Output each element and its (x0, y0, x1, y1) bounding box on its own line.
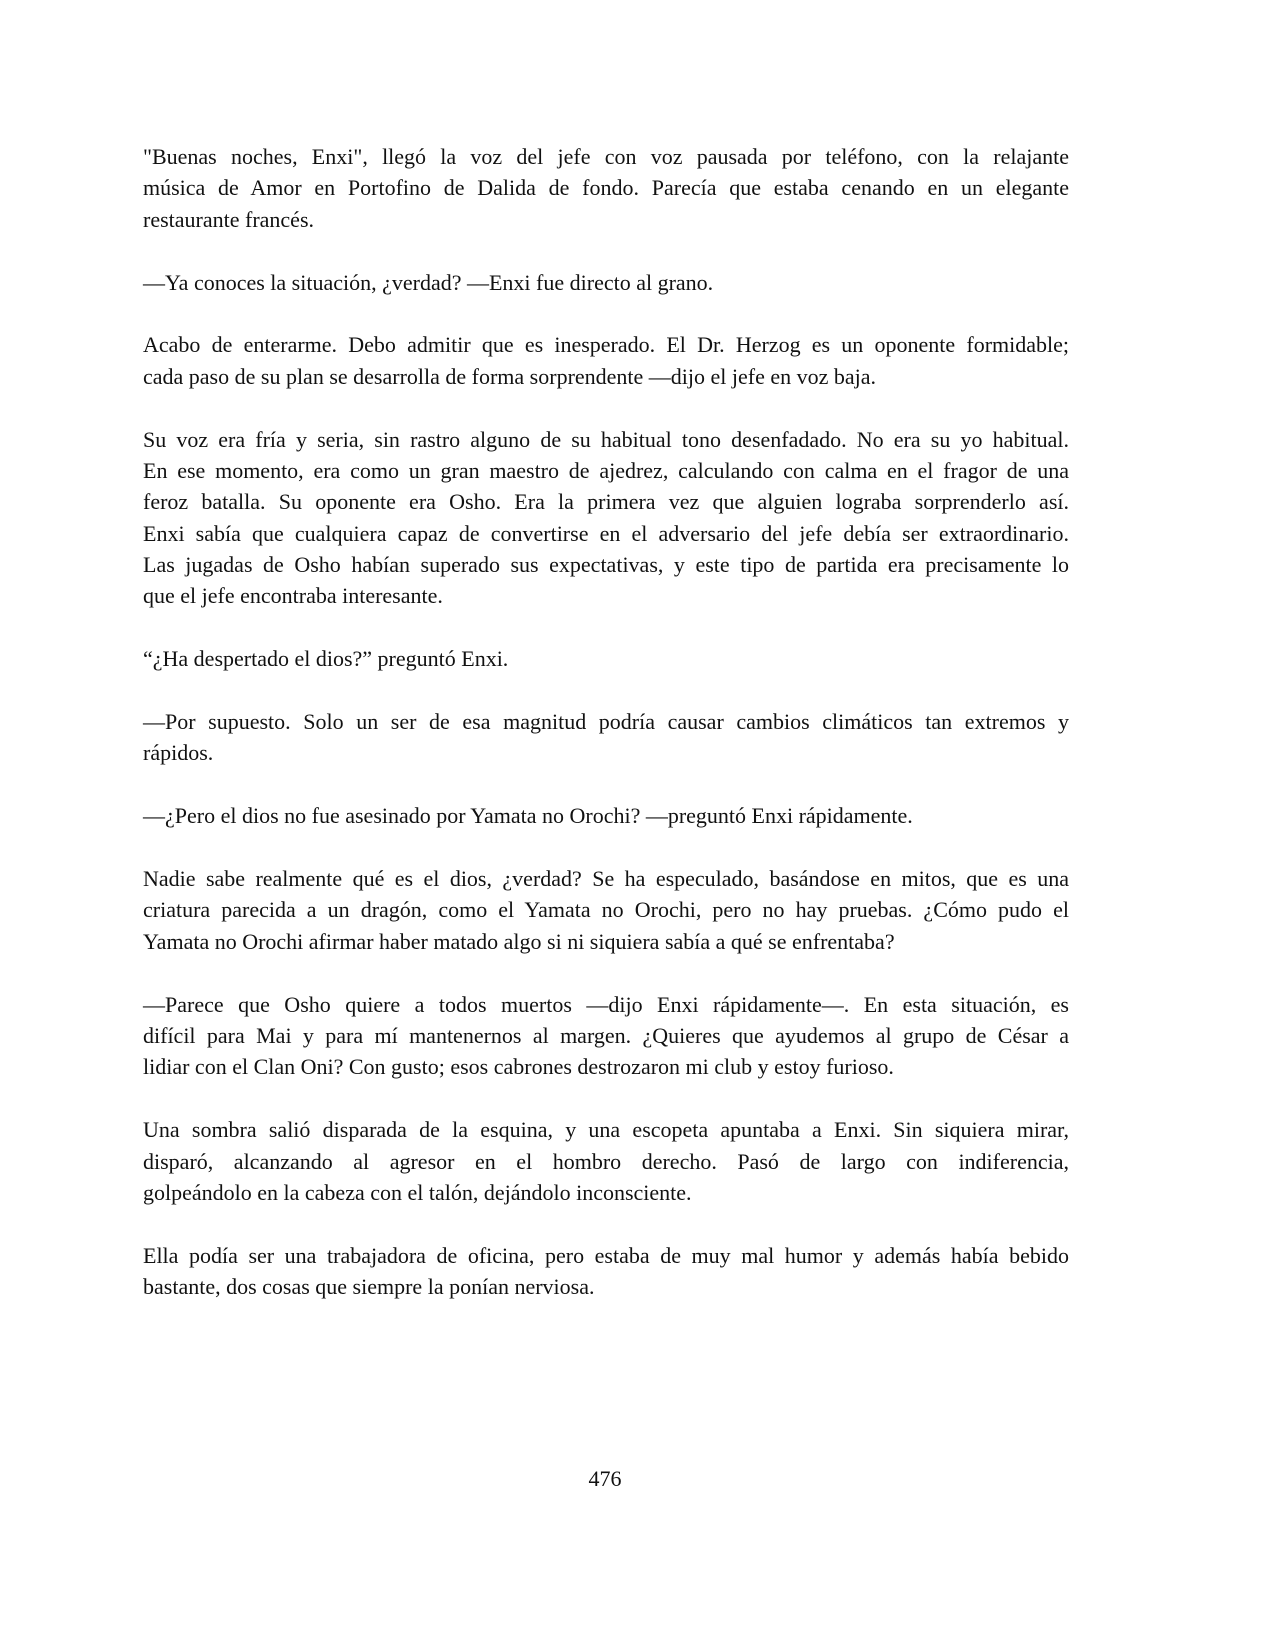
text-line: difícil para Mai y para mí mantenernos al margen. ¿Quieres que ayudemos al grupo de César a (143, 1022, 1069, 1048)
paragraph (143, 1240, 1069, 1303)
text-line: lidiar con el Clan Oni? Con gusto; esos cabrones destrozaron mi club y estoy furioso. (143, 1054, 894, 1080)
paragraph (143, 267, 1069, 298)
text-line: restaurante francés. (143, 206, 315, 232)
text-line: Acabo de enterarme. Debo admitir que es inesperado. El Dr. Herzog es un oponente formidable; (143, 332, 1069, 358)
text-line: Su voz era fría y seria, sin rastro alguno de su habitual tono desenfadado. No era su yo habitual. (143, 426, 1069, 452)
text-line: feroz batalla. Su oponente era Osho. Era la primera vez que alguien lograba sorprenderlo así. (143, 489, 1069, 515)
text-line: Enxi sabía que cualquiera capaz de convertirse en el adversario del jefe debía ser extraordinario. (143, 520, 1069, 546)
paragraph (143, 989, 1069, 1083)
text-line: Ella podía ser una trabajadora de oficina, pero estaba de muy mal humor y además había bebido (143, 1242, 1069, 1268)
text-line: Una sombra salió disparada de la esquina, y una escopeta apuntaba a Enxi. Sin siquiera mirar, (143, 1117, 1069, 1143)
text-line: golpeándolo en la cabeza con el talón, dejándolo inconsciente. (143, 1179, 692, 1205)
page-number: 476 (588, 1466, 622, 1491)
page-body (143, 141, 1069, 1334)
text-line: En ese momento, era como un gran maestro de ajedrez, calculando con calma en el fragor de una (143, 457, 1069, 483)
text-line: rápidos. (143, 740, 214, 766)
text-line: "Buenas noches, Enxi", llegó la voz del jefe con voz pausada por teléfono, con la relajante (143, 144, 1069, 169)
paragraph (143, 141, 1069, 235)
text-line: —Ya conoces la situación, ¿verdad? —Enxi fue directo al grano. (143, 269, 714, 295)
text-line: “¿Ha despertado el dios?” preguntó Enxi. (143, 646, 509, 672)
text-line: —Por supuesto. Solo un ser de esa magnitud podría causar cambios climáticos tan extremos y (143, 709, 1069, 735)
text-line: —Parece que Osho quiere a todos muertos —dijo Enxi rápidamente—. En esta situación, es (143, 991, 1069, 1017)
paragraph (143, 643, 1069, 674)
text-line: música de Amor en Portofino de Dalida de fondo. Parecía que estaba cenando en un elegante (143, 175, 1069, 201)
paragraph (143, 706, 1069, 769)
text-line: Las jugadas de Osho habían superado sus expectativas, y este tipo de partida era precisamente lo (143, 552, 1069, 578)
text-line: Nadie sabe realmente qué es el dios, ¿verdad? Se ha especulado, basándose en mitos, que es una (143, 865, 1069, 891)
text-line: —¿Pero el dios no fue asesinado por Yamata no Orochi? —preguntó Enxi rápidamente. (143, 803, 913, 829)
text-line: criatura parecida a un dragón, como el Yamata no Orochi, pero no hay pruebas. ¿Cómo pudo el (143, 897, 1069, 923)
text-line: bastante, dos cosas que siempre la ponían nerviosa. (143, 1274, 595, 1300)
text-line: que el jefe encontraba interesante. (143, 583, 443, 609)
paragraph (143, 863, 1069, 957)
text-line: disparó, alcanzando al agresor en el hombro derecho. Pasó de largo con indiferencia, (143, 1148, 1069, 1174)
paragraph (143, 800, 1069, 831)
text-line: cada paso de su plan se desarrolla de forma sorprendente —dijo el jefe en voz baja. (143, 363, 877, 389)
paragraph (143, 329, 1069, 392)
paragraph (143, 424, 1069, 612)
text-line: Yamata no Orochi afirmar haber matado algo si ni siquiera sabía a qué se enfrentaba? (143, 928, 895, 954)
paragraph (143, 1114, 1069, 1208)
